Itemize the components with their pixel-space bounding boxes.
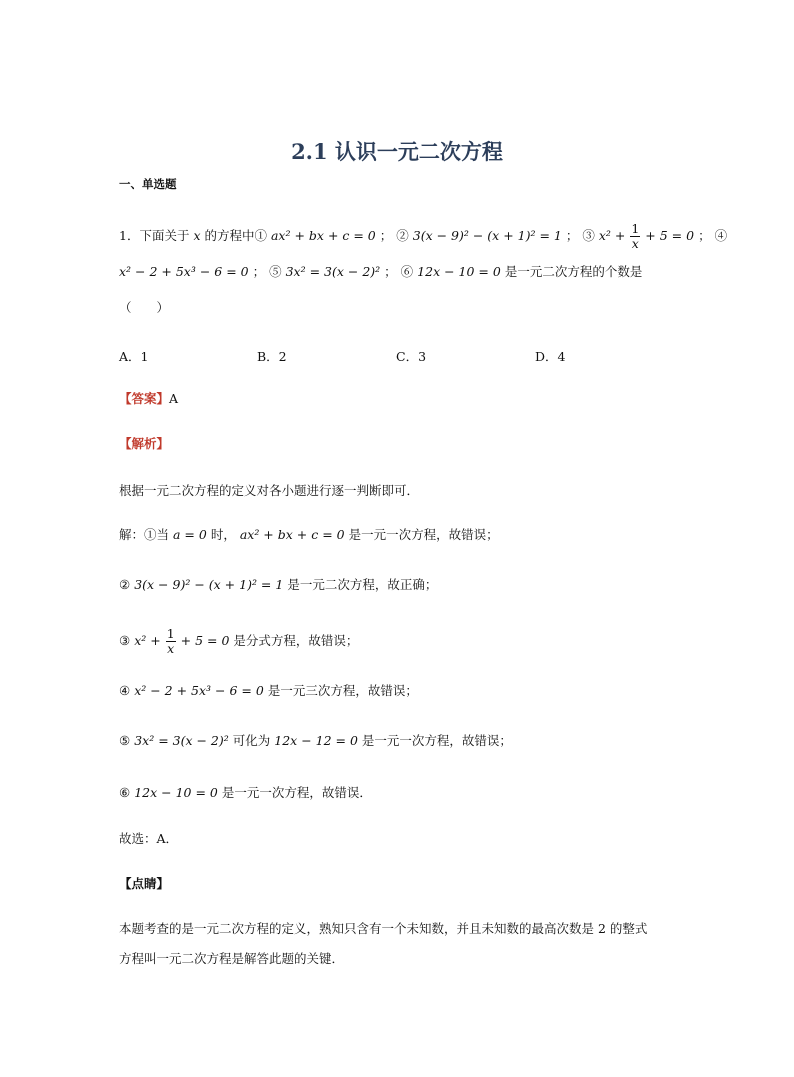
equation-2: 3(x − 9)² − (x + 1)² = 1 — [412, 227, 562, 243]
equation-3a: x² + — [598, 227, 626, 243]
sol3-post: 是分式方程，故错误； — [233, 632, 359, 648]
sol3-numerator: 1 — [166, 626, 175, 641]
sol3-equation-a: x² + — [134, 632, 161, 648]
sol5-post: 是一元一次方程，故错误； — [361, 733, 512, 748]
circle-number-2: ② — [396, 227, 409, 243]
sol4-post: 是一元三次方程，故错误； — [267, 683, 418, 698]
sol5-equation: 3x² = 3(x − 2)² — [134, 733, 229, 748]
question-suffix: 是一元二次方程的个数是 — [504, 264, 643, 279]
sol3-denominator: x — [167, 640, 175, 656]
solution-line-3 — [119, 627, 358, 656]
option-b: B．2 — [257, 349, 287, 364]
sol2-equation: 3(x − 9)² − (x + 1)² = 1 — [134, 577, 284, 592]
fraction-numerator: 1 — [631, 221, 640, 236]
sol6-post: 是一元一次方程，故错误． — [221, 785, 372, 800]
solution-line-1 — [119, 527, 499, 542]
sol6-equation: 12x − 10 = 0 — [134, 785, 218, 800]
comment-line-2: 方程叫一元二次方程是解答此题的关键． — [119, 951, 345, 966]
answer-line — [119, 391, 178, 406]
sol4-equation: x² − 2 + 5x³ − 6 = 0 — [134, 683, 264, 698]
solution-line-5 — [119, 733, 512, 748]
sol3-fraction — [166, 627, 176, 656]
sol1-post: 是一元一次方程，故错误； — [348, 527, 499, 542]
section-heading: 一、单选题 — [119, 177, 177, 191]
analysis-intro: 根据一元二次方程的定义对各小题进行逐一判断即可． — [119, 483, 420, 498]
sol1-mid: 时， — [210, 527, 236, 542]
sol5-equation-2: 12x − 12 = 0 — [274, 733, 358, 748]
question-prefix: 1．下面关于 — [119, 227, 190, 243]
sol2-pre: ② — [119, 577, 131, 592]
circle-number-5: ⑤ — [269, 264, 282, 279]
solution-line-4 — [119, 683, 418, 698]
sol2-post: 是一元二次方程，故正确； — [287, 577, 438, 592]
separator: ； — [252, 264, 266, 279]
comment-line-1: 本题考查的是一元二次方程的定义，熟知只含有一个未知数，并且未知数的最高次数是 2 的整式 — [119, 921, 648, 936]
page-title: 2.1 认识一元二次方程 — [291, 139, 503, 164]
comment-heading — [119, 876, 169, 891]
sol6-pre: ⑥ — [119, 785, 131, 800]
sol5-pre: ⑤ — [119, 733, 131, 748]
question-prefix-2: 的方程中① — [204, 227, 267, 243]
comment-tag: 【点睛】 — [119, 876, 170, 891]
sol3-equation-b: + 5 = 0 — [180, 632, 230, 648]
question-line-1: 1．下面关于 x 的方程中① ax² + bx + c = 0 ； ② 3(x − 9)² − (x + 1)² = 1 ； ③ x² + $\frac{1}{x}$ + 5 = 0 ； ④ — [119, 221, 728, 251]
sol5-mid: 可化为 — [232, 733, 271, 748]
separator: ； — [379, 227, 393, 243]
analysis-heading — [119, 436, 169, 451]
answer-blank: （ ） — [119, 300, 170, 315]
sol1-condition: a = 0 — [173, 527, 207, 542]
separator: ； — [698, 227, 711, 243]
equation-6: 12x − 10 = 0 — [417, 264, 501, 279]
answer-value: A — [169, 391, 179, 406]
circle-number-4: ④ — [714, 227, 728, 243]
sol4-pre: ④ — [119, 683, 131, 698]
equation-5: 3x² = 3(x − 2)² — [285, 264, 381, 279]
conclusion: 故选：A． — [119, 831, 179, 846]
equation-3b: + 5 = 0 — [645, 227, 695, 243]
sol1-pre: 解：①当 — [119, 527, 170, 542]
separator: ； — [565, 227, 579, 243]
equation-1: ax² + bx + c = 0 — [270, 227, 376, 243]
analysis-tag: 【解析】 — [119, 436, 170, 451]
circle-number-3: ③ — [582, 227, 595, 243]
separator: ； — [384, 264, 397, 279]
solution-line-2 — [119, 577, 437, 592]
circle-number-6: ⑥ — [400, 264, 414, 279]
fraction-denominator: x — [631, 235, 639, 251]
question-line-2 — [119, 264, 642, 279]
sol3-pre: ③ — [119, 632, 131, 648]
answer-tag: 【答案】 — [119, 391, 170, 406]
sol1-equation: ax² + bx + c = 0 — [239, 527, 345, 542]
option-d: D．4 — [535, 349, 566, 364]
fraction-one-over-x — [630, 222, 640, 251]
option-c: C．3 — [396, 349, 427, 364]
option-a: A．1 — [119, 349, 149, 364]
equation-4: x² − 2 + 5x³ − 6 = 0 — [119, 264, 249, 279]
solution-line-6 — [119, 785, 372, 800]
